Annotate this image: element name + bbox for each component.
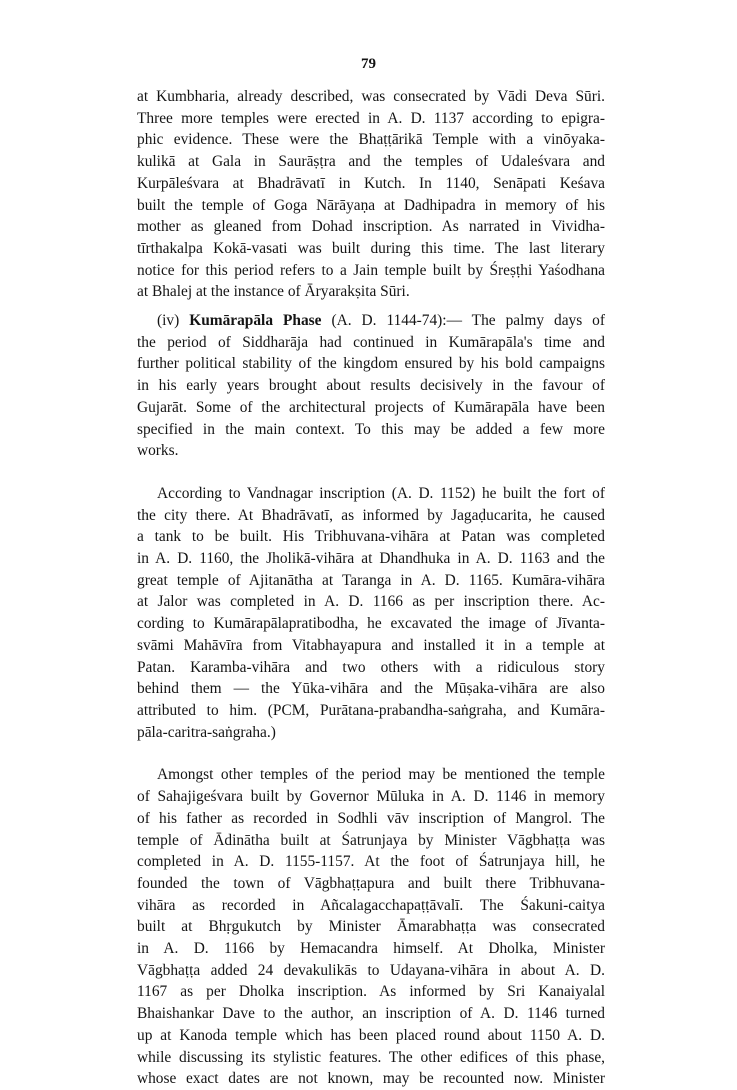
- text-line: in A. D. 1166 by Hemacandra himself. At Dholka, Minister: [137, 940, 605, 958]
- text-line: tīrthakalpa Kokā-vasati was built during this time. The last literary: [137, 239, 605, 257]
- text-line: of his father as recorded in Sodhli vāv inscription of Mangrol. The: [137, 809, 605, 827]
- paragraph-gap: [137, 303, 605, 310]
- text-line: attributed to him. (PCM, Purātana-prabandha-saṅgraha, and Kumāra-: [137, 701, 605, 719]
- text-line: in his early years brought about results decisively in the favour of: [137, 377, 605, 395]
- text-line: built the temple of Goga Nārāyaṇa at Dadhipadra in memory of his: [137, 196, 605, 214]
- text-line: up at Kanoda temple which has been placed round about 1150 A. D.: [137, 1026, 605, 1044]
- paragraph-1: [137, 86, 605, 303]
- text-line: great temple of Ajitanātha at Taranga in A. D. 1165. Kumāra-vihāra: [137, 571, 605, 589]
- text-line: phic evidence. These were the Bhaṭṭārikā Temple with a vinōyaka-: [137, 131, 605, 149]
- paragraph-gap: [137, 743, 605, 764]
- body-text: [137, 86, 605, 1090]
- text-line: while discussing its stylistic features. The other edifices of this phase,: [137, 1048, 605, 1066]
- text-line: the city there. At Bhadrāvatī, as informed by Jagaḍucarita, he caused: [137, 506, 605, 524]
- text-line: notice for this period refers to a Jain temple built by Śreṣṭhi Yaśodhana: [137, 261, 605, 279]
- text-line: Vāgbhaṭṭa added 24 devakulikās to Udayana-vihāra in about A. D.: [137, 961, 605, 979]
- text-line: Three more temples were erected in A. D. 1137 according to epigra-: [137, 109, 605, 127]
- text-line: whose exact dates are not known, may be recounted now. Minister: [137, 1070, 605, 1088]
- text-line: at Kumbharia, already described, was consecrated by Vādi Deva Sūri.: [137, 88, 605, 105]
- text-line: built at Bhṛgukutch by Minister Āmarabhaṭṭa was consecrated: [137, 918, 605, 936]
- text-line: completed in A. D. 1155-1157. At the foot of Śatrunjaya hill, he: [137, 853, 605, 871]
- text-line: Patan. Karamba-vihāra and two others with a ridiculous story: [137, 658, 605, 676]
- text-line: 1167 as per Dholka inscription. As informed by Sri Kanaiyalal: [137, 983, 605, 1001]
- page-number: 79: [361, 56, 376, 72]
- text-line: cording to Kumārapālapratibodha, he excavated the image of Jīvanta-: [137, 615, 605, 633]
- text-line: at Jalor was completed in A. D. 1166 as per inscription there. Ac-: [137, 593, 605, 611]
- text-line: Amongst other temples of the period may be mentioned the temple: [157, 766, 605, 784]
- heading-date: (A. D. 1144-74):—: [331, 312, 462, 330]
- text-line: kulikā at Gala in Saurāṣṭra and the temples of Udaleśvara and: [137, 153, 605, 171]
- text-line: founded the town of Vāgbhaṭṭapura and built there Tribhuvana-: [137, 874, 605, 892]
- text-line: According to Vandnagar inscription (A. D. 1152) he built the fort of: [157, 484, 605, 502]
- paragraph-gap: [137, 462, 605, 483]
- text-line: svāmi Mahāvīra from Vitabhayapura and installed it in a temple at: [137, 636, 605, 654]
- text-line: Gujarāt. Some of the architectural projects of Kumārapāla have been: [137, 398, 605, 416]
- text-line: Kurpāleśvara at Bhadrāvatī in Kutch. In 1140, Senāpati Keśava: [137, 174, 605, 192]
- text-line: further political stability of the kingdom ensured by his bold campaigns: [137, 355, 605, 373]
- text-line: behind them — the Yūka-vihāra and the Mūṣaka-vihāra are also: [137, 680, 605, 698]
- paragraph-3: [137, 483, 605, 743]
- text-line: the period of Siddharāja had continued in Kumārapāla's time and: [137, 333, 605, 351]
- text-line: specified in the main context. To this may be added a few more: [137, 420, 605, 438]
- text-line: vihāra as recorded in Añcalagacchapaṭṭāvalī. The Śakuni-caitya: [137, 896, 605, 914]
- paragraph-4: [137, 764, 605, 1090]
- heading-title: Kumārapāla Phase: [189, 312, 322, 330]
- paragraph-2: [137, 310, 605, 462]
- text-line: of Sahajigeśvara built by Governor Mūluka in A. D. 1146 in memory: [137, 788, 605, 806]
- text-line: mother as gleaned from Dohad inscription. As narrated in Vividha-: [137, 218, 605, 236]
- text-line: pāla-caritra-saṅgraha.): [137, 723, 276, 741]
- text-line: in A. D. 1160, the Jholikā-vihāra at Dhandhuka in A. D. 1163 and the: [137, 550, 605, 568]
- text-line: temple of Ādinātha built at Śatrunjaya by Minister Vāgbhaṭṭa was: [137, 831, 605, 849]
- text-line: a tank to be built. His Tribhuvana-vihāra at Patan was completed: [137, 528, 605, 546]
- text-line: works.: [137, 442, 179, 460]
- text-fragment: The palmy days of: [471, 312, 605, 330]
- heading-roman: (iv): [157, 312, 180, 330]
- section-heading-line: [137, 310, 605, 332]
- text-line: Bhaishankar Dave to the author, an inscription of A. D. 1146 turned: [137, 1005, 605, 1023]
- text-line: at Bhalej at the instance of Āryarakṣita Sūri.: [137, 283, 410, 301]
